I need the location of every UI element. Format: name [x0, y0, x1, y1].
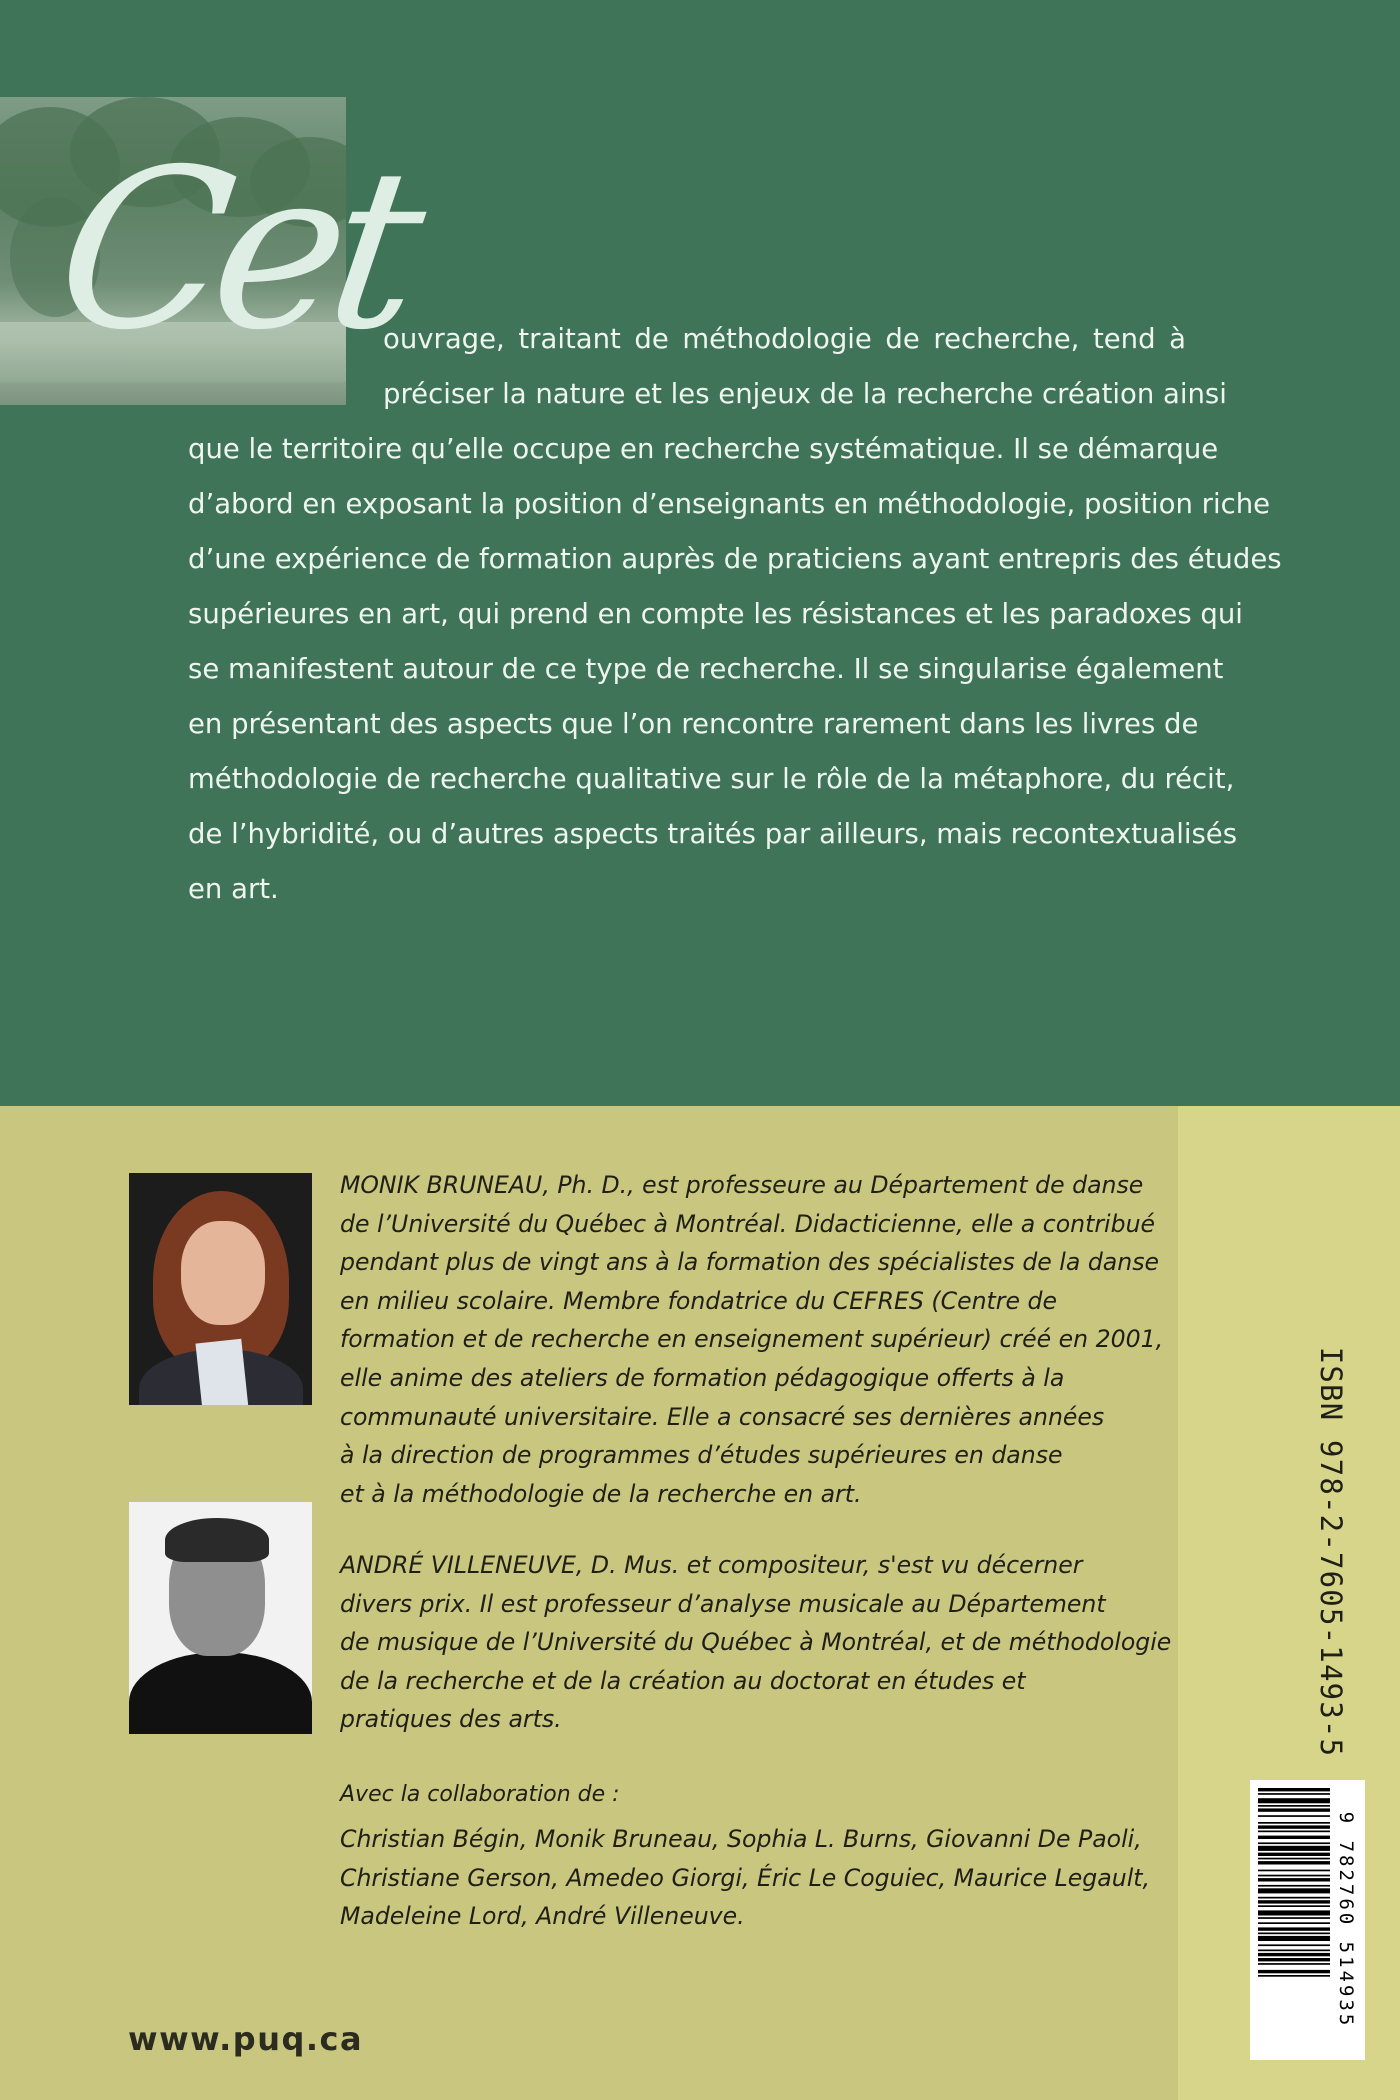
summary-line: se manifestent autour de ce type de recherche. Il se singularise également — [188, 653, 1224, 685]
bio-line: elle anime des ateliers de formation pédagogique offerts à la — [340, 1363, 1065, 1392]
barcode-bar — [1258, 1822, 1330, 1824]
summary-line: supérieures en art, qui prend en compte les résistances et les paradoxes qui — [188, 598, 1243, 630]
barcode-bar — [1258, 1805, 1330, 1807]
barcode-bar — [1258, 1870, 1330, 1872]
barcode-bar — [1258, 1963, 1330, 1965]
publisher-website: www.puq.ca — [128, 2020, 364, 2058]
barcode-bar — [1258, 1975, 1330, 1977]
summary-line: préciser la nature et les enjeux de la recherche création ainsi — [383, 378, 1227, 410]
barcode-bar — [1258, 1944, 1330, 1946]
author-bio-villeneuve — [340, 1546, 1172, 1739]
drop-cap: Cet — [44, 122, 425, 378]
collaboration-heading: Avec la collaboration de : — [340, 1782, 620, 1807]
barcode-bar — [1258, 1853, 1330, 1856]
summary-line: méthodologie de recherche qualitative sur le rôle de la métaphore, du récit, — [188, 763, 1235, 795]
barcode-bar — [1258, 1885, 1330, 1887]
summary-line: en art. — [188, 873, 279, 905]
bio-line: en milieu scolaire. Membre fondatrice du CEFRES (Centre de — [340, 1286, 1058, 1315]
summary-line: d’une expérience de formation auprès de praticiens ayant entrepris des études — [188, 543, 1282, 575]
barcode-bar — [1258, 1846, 1330, 1851]
bio-line: de la recherche et de la création au doctorat en études et — [340, 1666, 1026, 1695]
barcode-bar — [1258, 1922, 1330, 1924]
bio-line: communauté universitaire. Elle a consacré ses dernières années — [340, 1402, 1105, 1431]
barcode-bar — [1258, 1958, 1330, 1961]
bio-line: formation et de recherche en enseignement supérieur) créé en 2001, — [340, 1325, 1164, 1354]
author-photo-bruneau — [129, 1173, 312, 1405]
barcode-bar — [1258, 1905, 1330, 1907]
bio-line: ANDRÉ VILLENEUVE, D. Mus. et compositeur, s'est vu décerner — [340, 1551, 1083, 1579]
bio-line: MONIK BRUNEAU, Ph. D., est professeure au Département de danse — [340, 1171, 1144, 1199]
barcode-bar — [1258, 1793, 1330, 1795]
summary-text — [188, 312, 1282, 917]
bio-line: divers prix. Il est professeur d’analyse musicale au Département — [340, 1589, 1106, 1618]
summary-line: ouvrage, traitant de méthodologie de recherche, tend à — [383, 323, 1186, 355]
barcode — [1250, 1780, 1365, 2060]
barcode-bar — [1258, 1970, 1330, 1973]
barcode-bar — [1258, 1825, 1330, 1828]
bio-line: pendant plus de vingt ans à la formation des spécialistes de la danse — [340, 1248, 1160, 1277]
barcode-bar — [1258, 1950, 1330, 1952]
barcode-bar — [1258, 1858, 1330, 1860]
summary-line: que le territoire qu’elle occupe en recherche systématique. Il se démarque — [188, 433, 1219, 465]
collaborators-line: Madeleine Lord, André Villeneuve. — [340, 1902, 745, 1931]
barcode-bar — [1258, 1917, 1330, 1919]
barcode-bar — [1258, 1831, 1330, 1833]
barcode-bar — [1258, 1842, 1330, 1844]
barcode-bar — [1258, 1910, 1330, 1915]
barcode-bar — [1258, 1933, 1330, 1935]
collaborators-line: Christiane Gerson, Amedeo Giorgi, Éric Le Coguiec, Maurice Legault, — [340, 1863, 1150, 1892]
summary-line: de l’hybridité, ou d’autres aspects traités par ailleurs, mais recontextualisés — [188, 818, 1238, 850]
collaborators-line: Christian Bégin, Monik Bruneau, Sophia L. Burns, Giovanni De Paoli, — [340, 1825, 1142, 1853]
barcode-bar — [1258, 1836, 1330, 1839]
barcode-bar — [1258, 1927, 1330, 1930]
summary-line: d’abord en exposant la position d’enseignants en méthodologie, position riche — [188, 488, 1271, 520]
bio-line: de musique de l’Université du Québec à Montréal, et de méthodologie — [340, 1628, 1172, 1657]
barcode-bar — [1258, 1798, 1330, 1803]
author-bio-bruneau — [340, 1166, 1164, 1513]
barcode-bar — [1258, 1861, 1330, 1864]
summary-line: en présentant des aspects que l’on rencontre rarement dans les livres de — [188, 708, 1199, 740]
barcode-bar — [1258, 1808, 1330, 1811]
bio-line: pratiques des arts. — [340, 1705, 562, 1734]
bio-line: de l’Université du Québec à Montréal. Didacticienne, elle a contribué — [340, 1209, 1156, 1238]
barcode-bar — [1258, 1897, 1330, 1899]
author-photo-villeneuve — [129, 1502, 312, 1734]
bio-line: à la direction de programmes d’études supérieures en danse — [340, 1441, 1063, 1470]
barcode-bar — [1258, 1788, 1330, 1791]
bio-line: et à la méthodologie de la recherche en art. — [340, 1479, 862, 1508]
barcode-bar — [1258, 1875, 1330, 1877]
barcode-bar — [1258, 1888, 1330, 1893]
isbn-label — [1308, 1346, 1354, 1758]
barcode-bar — [1258, 1953, 1330, 1956]
collaborators-list — [340, 1820, 1150, 1936]
barcode-bar — [1258, 1900, 1330, 1903]
barcode-bar — [1258, 1936, 1330, 1941]
barcode-bar — [1258, 1878, 1330, 1881]
barcode-digits: 9 782760 514935 — [1335, 1811, 1357, 2029]
barcode-bars — [1258, 1788, 1330, 2052]
isbn-text: ISBN 978-2-7605-1493-5 — [1314, 1346, 1348, 1758]
barcode-bar — [1258, 1815, 1330, 1817]
